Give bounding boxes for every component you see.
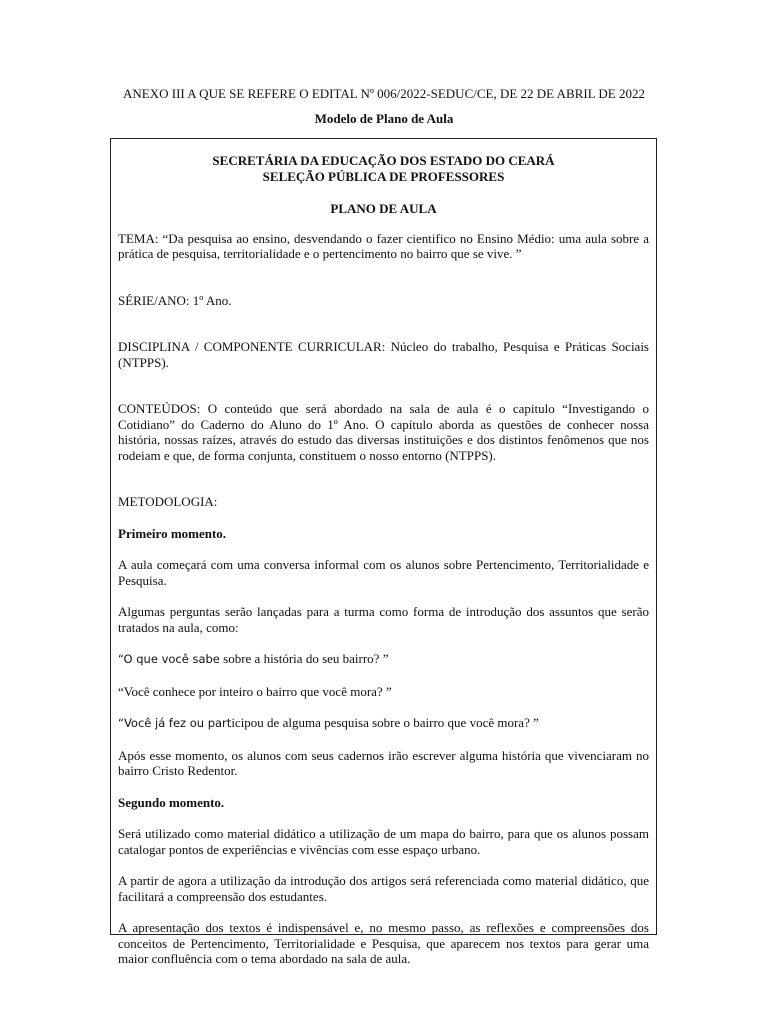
plan-title: PLANO DE AULA (330, 201, 437, 216)
first-moment-after: Após esse momento, os alunos com seus cadernos irão escrever alguma história que vivenciaram no bairro Cristo Redentor. (118, 747, 649, 778)
questions-intro: Algumas perguntas serão lançadas para a turma como forma de introdução dos assuntos que serão tratados na aula, como: (118, 604, 649, 635)
lesson-plan-content (118, 151, 649, 967)
serie-paragraph: SÉRIE/ANO: 1º Ano. (118, 292, 232, 308)
lesson-plan-frame (110, 138, 657, 966)
question-1-part-b: sobre a história do seu bairro? ” (219, 651, 389, 666)
first-moment-intro: A aula começará com uma conversa informal com os alunos sobre Pertencimento, Territorialidade e Pesquisa. (118, 557, 649, 588)
conteudos-paragraph: CONTEÚDOS: O conteúdo que será abordado na sala de aula é o capitulo “Investigando o Cotidiano” do Caderno do Aluno do 1º Ano. O capítulo aborda as questões de conhecer nossa história, nossas raízes, através do estudo das diversas instituições e dos distintos fenômenos que nos rodeiam e que, de forma conjunta, constituem o nosso entorno (NTPPS). (118, 401, 649, 463)
question-3-part-a: “Você já fez ou part (118, 716, 232, 730)
second-moment-heading: Segundo momento. (118, 794, 225, 810)
institution-title: SECRETÁRIA DA EDUCAÇÃO DOS ESTADO DO CEARÁ (212, 153, 555, 168)
metodologia-heading: METODOLOGIA: (118, 494, 218, 509)
selection-title: SELEÇÃO PÚBLICA DE PROFESSORES (262, 168, 505, 184)
model-title: Modelo de Plano de Aula (314, 111, 454, 126)
second-moment-p2: A partir de agora a utilização da introdução dos artigos será referenciada como material didático, que facilitará a compreensão dos estudantes. (118, 873, 649, 904)
question-1 (118, 651, 649, 668)
question-3-part-b: icipou de alguma pesquisa sobre o bairro que você mora? ” (231, 715, 539, 730)
tema-paragraph: TEMA: “Da pesquisa ao ensino, desvendando o fazer cientifico no Ensino Médio: uma aula sobre a prática de pesquisa, territorialidade e o pertencimento no bairro que se vive. ” (118, 230, 649, 261)
annex-header: ANEXO III A QUE SE REFERE O EDITAL Nº 006/2022-SEDUC/CE, DE 22 DE ABRIL DE 2022 (123, 86, 645, 101)
disciplina-paragraph: DISCIPLINA / COMPONENTE CURRICULAR: Núcleo do trabalho, Pesquisa e Práticas Sociais (NTPPS). (118, 339, 649, 370)
question-2: “Você conhece por inteiro o bairro que você mora? ” (118, 683, 392, 699)
question-1-part-a: “O que você sabe (118, 652, 220, 666)
question-3 (118, 715, 649, 732)
first-moment-heading: Primeiro momento. (118, 525, 227, 541)
second-moment-p3: A apresentação dos textos é indispensável e, no mesmo passo, as reflexões e compreensões dos conceitos de Pertencimento, Territorialidade e Pesquisa, que aparecem nos textos para gerar uma maior confluência com o tema abordado na sala de aula. (118, 920, 649, 966)
second-moment-p1: Será utilizado como material didático a utilização de um mapa do bairro, para que os alunos possam catalogar pontos de experiências e vivências com esse espaço urbano. (118, 826, 649, 857)
